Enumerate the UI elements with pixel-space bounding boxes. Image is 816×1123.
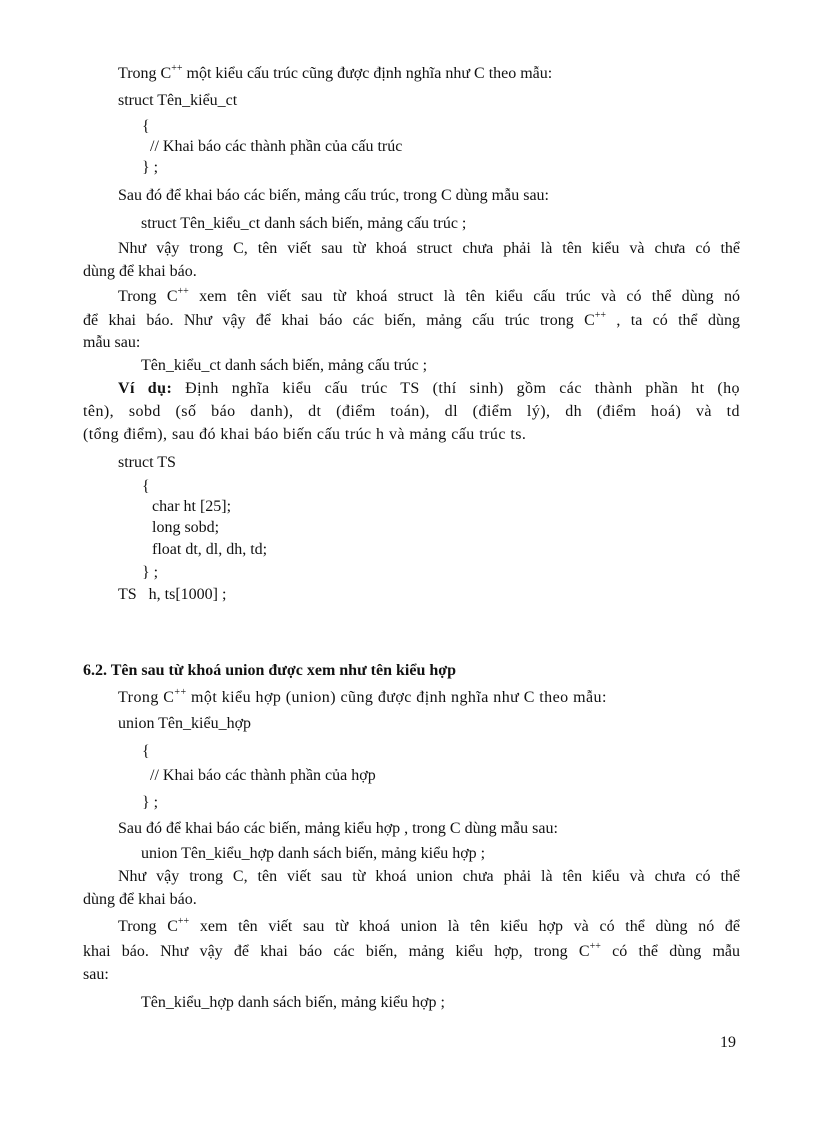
- example-line3: (tổng điểm), sau đó khai báo biến cấu trúc h và mảng cấu trúc ts.: [83, 426, 527, 443]
- s1-intro: Trong C++ một kiểu cấu trúc cũng được định nghĩa như C theo mẫu:: [118, 63, 553, 82]
- code-struct-head: struct TS: [118, 454, 176, 471]
- struct-comment: // Khai báo các thành phần của cấu trúc: [150, 138, 403, 155]
- struct-template-head: struct Tên_kiểu_ct: [118, 92, 238, 109]
- s1-para1-line1: Như vậy trong C, tên viết sau từ khoá struct chưa phải là tên kiểu và chưa có thể: [118, 240, 740, 257]
- union-brace-close: } ;: [142, 794, 159, 811]
- s2-intro: Trong C++ một kiểu hợp (union) cũng được định nghĩa như C theo mẫu:: [118, 687, 607, 706]
- s2-para2-line3: sau:: [83, 966, 109, 983]
- s2-para2-line2: khai báo. Như vậy để khai báo các biến, mảng kiểu hợp, trong C++ có thể dùng mẫu: [83, 941, 740, 960]
- union-brace-open: {: [142, 743, 150, 760]
- code-brace-open: {: [142, 478, 150, 495]
- code-field-sobd: long sobd;: [152, 519, 220, 536]
- s1-para2-line3: mẫu sau:: [83, 334, 141, 351]
- s1-declare-form: struct Tên_kiểu_ct danh sách biến, mảng cấu trúc ;: [141, 215, 467, 232]
- s1-para2-line1: Trong C++ xem tên viết sau từ khoá struct là tên kiểu cấu trúc và có thể dùng nó: [118, 286, 740, 305]
- page-number: 19: [720, 1034, 736, 1051]
- s1-para1-line2: dùng để khai báo.: [83, 263, 197, 280]
- example-line2: tên), sobd (số báo danh), dt (điểm toán), dl (điểm lý), dh (điểm hoá) và td: [83, 403, 740, 420]
- s1-cpp-form: Tên_kiểu_ct danh sách biến, mảng cấu trúc ;: [141, 357, 428, 374]
- section-heading: 6.2. Tên sau từ khoá union được xem như tên kiểu hợp: [83, 662, 456, 679]
- struct-brace-open: {: [142, 118, 150, 135]
- union-template-head: union Tên_kiểu_hợp: [118, 715, 252, 732]
- code-field-ht: char ht [25];: [152, 498, 232, 515]
- s2-para2-line1: Trong C++ xem tên viết sau từ khoá union là tên kiểu hợp và có thể dùng nó để: [118, 916, 740, 935]
- s2-cpp-form: Tên_kiểu_hợp danh sách biến, mảng kiểu hợp ;: [141, 994, 445, 1011]
- code-field-scores: float dt, dl, dh, td;: [152, 541, 268, 558]
- s2-para1-line2: dùng để khai báo.: [83, 891, 197, 908]
- s2-para1-line1: Như vậy trong C, tên viết sau từ khoá union chưa phải là tên kiểu và chưa có thể: [118, 868, 740, 885]
- struct-brace-close: } ;: [142, 159, 159, 176]
- s2-declare-form: union Tên_kiểu_hợp danh sách biến, mảng kiểu hợp ;: [141, 845, 486, 862]
- union-comment: // Khai báo các thành phần của hợp: [150, 767, 376, 784]
- s2-declare-intro: Sau đó để khai báo các biến, mảng kiểu hợp , trong C dùng mẫu sau:: [118, 820, 558, 837]
- example-label: Ví dụ:: [118, 380, 173, 397]
- s1-declare-intro: Sau đó để khai báo các biến, mảng cấu trúc, trong C dùng mẫu sau:: [118, 187, 549, 204]
- s1-para2-line2: để khai báo. Như vậy để khai báo các biến, mảng cấu trúc trong C++ , ta có thể dùng: [83, 310, 741, 329]
- code-declaration: TS h, ts[1000] ;: [118, 586, 227, 603]
- example-line1: Ví dụ: Định nghĩa kiểu cấu trúc TS (thí sinh) gồm các thành phần ht (họ: [118, 380, 741, 397]
- code-brace-close: } ;: [142, 564, 159, 581]
